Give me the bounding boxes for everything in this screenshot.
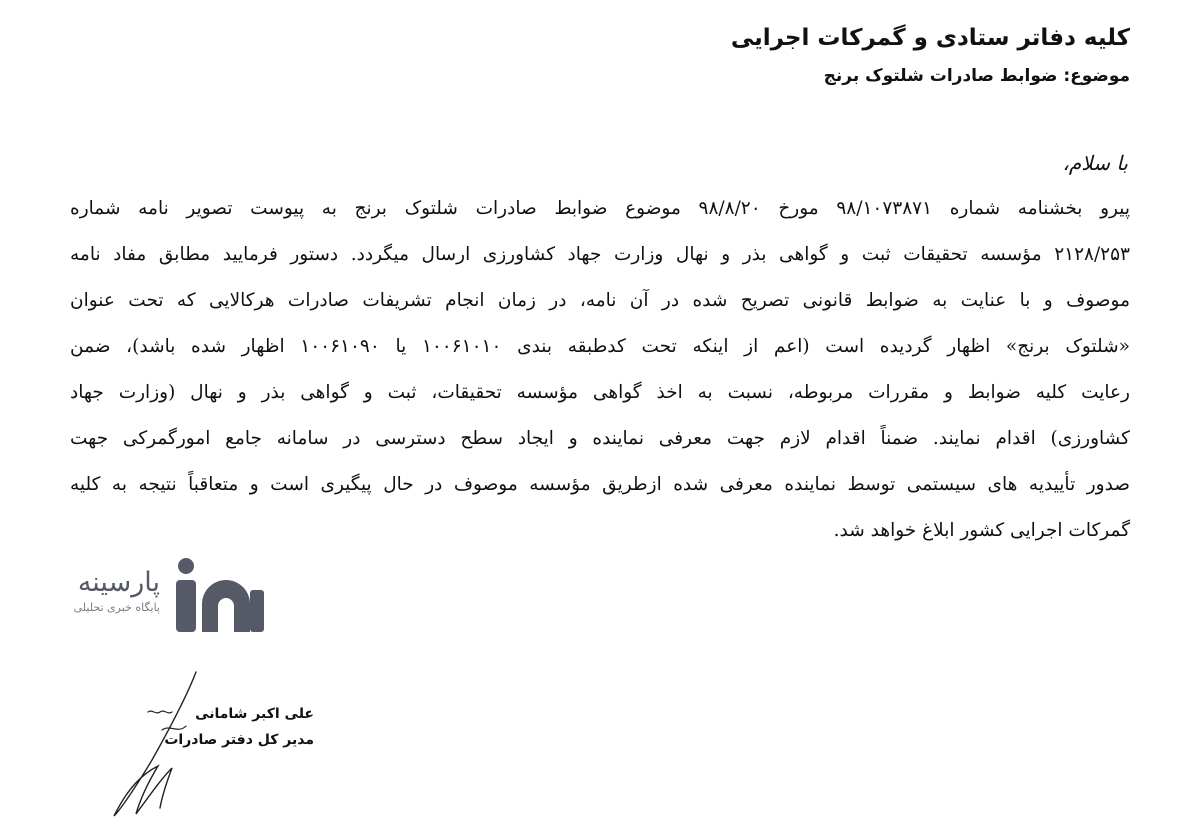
body-line: صدور تأییدیه های سیستمی توسط نماینده معرفی شده ازطریق مؤسسه موصوف در حال پیگیری است و متعاقباً نتیجه به کلیه xyxy=(70,474,1130,495)
greeting: با سلام، xyxy=(1062,151,1128,175)
parsineh-logo-icon xyxy=(162,556,266,634)
body-line: موصوف و با عنایت به ضوابط قانونی تصریح شده در آن نامه، در زمان انجام تشریفات صادرات هرکالایی که تحت عنوان xyxy=(70,290,1130,311)
body-line: «شلتوک برنج» اظهار گردیده است (اعم از اینکه تحت کدطبقه بندی ۱۰۰۶۱۰۱۰ یا ۱۰۰۶۱۰۹۰ اظهار شده باشد)، ضمن xyxy=(70,336,1131,357)
watermark-text xyxy=(12,566,160,616)
watermark-name: پارسینه xyxy=(77,567,160,598)
signatory-title: مدیر کل دفتر صادرات xyxy=(164,732,314,748)
subject-line: موضوع: ضوابط صادرات شلتوک برنج xyxy=(823,66,1130,86)
parsineh-watermark xyxy=(12,556,262,634)
signature-block xyxy=(100,668,340,820)
recipient-line: کلیه دفاتر ستادی و گمرکات اجرایی xyxy=(730,25,1130,51)
letter-header xyxy=(430,18,1130,94)
letter-body xyxy=(70,186,1130,554)
body-line: رعایت کلیه ضوابط و مقررات مربوطه، نسبت به اخذ گواهی مؤسسه تحقیقات، ثبت و گواهی بذر و نهال (وزارت جهاد xyxy=(70,382,1130,403)
body-line: کشاورزی) اقدام نمایند. ضمناً اقدام لازم جهت معرفی نماینده و ایجاد سطح دسترسی در سامانه جامع امورگمرکی جهت xyxy=(70,428,1130,449)
signatory-name: علی اکبر شامانی xyxy=(195,706,314,722)
watermark-tagline: پایگاه خبری تحلیلی xyxy=(73,601,160,614)
body-line: گمرکات اجرایی کشور ابلاغ خواهد شد. xyxy=(833,520,1130,541)
body-line: پیرو بخشنامه شماره ۹۸/۱۰۷۳۸۷۱ مورخ ۹۸/۸/۲۰ موضوع ضوابط صادرات شلتوک برنج به پیوست تصویر نامه شماره xyxy=(70,198,1130,219)
body-line: ۲۱۲۸/۲۵۳ مؤسسه تحقیقات ثبت و گواهی بذر و نهال وزارت جهاد کشاورزی ارسال میگردد. دستور فرمایید مطابق مفاد نامه xyxy=(70,244,1130,265)
